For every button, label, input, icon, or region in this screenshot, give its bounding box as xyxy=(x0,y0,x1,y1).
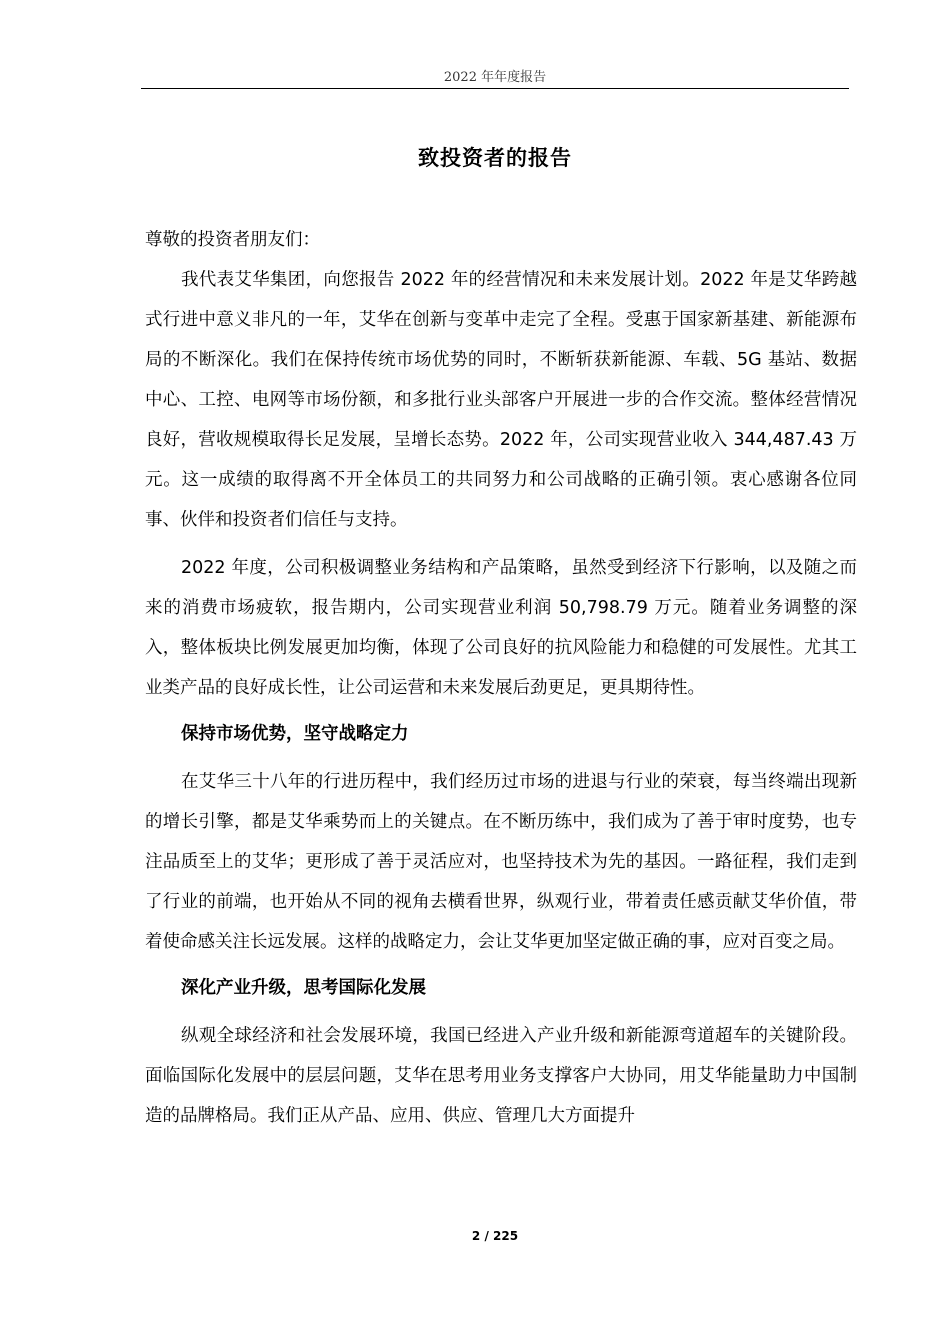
paragraph-profit-adjustment: 2022 年度，公司积极调整业务结构和产品策略，虽然受到经济下行影响，以及随之而来的消费市场疲软，报告期内，公司实现营业利润 50,798.79 万元。随着业务调整的深入，整体板块比例发展更加均衡，体现了公司良好的抗风险能力和稳健的可发展性。尤其工业类产品的良好成长性，让公司运营和未来发展后劲更足，更具期待性。 xyxy=(145,558,857,698)
page-number: 2 / 225 xyxy=(471,1229,519,1243)
paragraph-business-overview: 我代表艾华集团，向您报告 2022 年的经营情况和未来发展计划。2022 年是艾华跨越式行进中意义非凡的一年，艾华在创新与变革中走完了全程。受惠于国家新基建、新能源布局的不断深化。我们在保持传统市场优势的同时，不断斩获新能源、车载、5G 基站、数据中心、工控、电网等市场份额，和多批行业头部客户开展进一步的合作交流。整体经营情况良好，营收规模取得长足发展，呈增长态势。2022 年，公司实现营业收入 344,487.43 万元。这一成绩的取得离不开全体员工的共同努力和公司战略的正确引领。衷心感谢各位同事、伙伴和投资者们信任与支持。 xyxy=(145,270,857,530)
section-heading-industry-upgrade: 深化产业升级，思考国际化发展 xyxy=(181,978,426,998)
page-title: 致投资者的报告 xyxy=(418,146,572,170)
running-header: 2022 年年度报告 xyxy=(443,70,547,85)
paragraph-strategic-focus: 在艾华三十八年的行进历程中，我们经历过市场的进退与行业的荣衰，每当终端出现新的增长引擎，都是艾华乘势而上的关键点。在不断历练中，我们成为了善于审时度势，也专注品质至上的艾华；更形成了善于灵活应对，也坚持技术为先的基因。一路征程，我们走到了行业的前端，也开始从不同的视角去横看世界，纵观行业，带着责任感贡献艾华价值，带着使命感关注长远发展。这样的战略定力，会让艾华更加坚定做正确的事，应对百变之局。 xyxy=(145,772,857,952)
header-divider xyxy=(141,88,849,89)
section-heading-market-advantage: 保持市场优势，坚守战略定力 xyxy=(181,724,409,744)
salutation: 尊敬的投资者朋友们： xyxy=(145,230,320,250)
paragraph-internationalization: 纵观全球经济和社会发展环境，我国已经进入产业升级和新能源弯道超车的关键阶段。面临国际化发展中的层层问题，艾华在思考用业务支撑客户大协同，用艾华能量助力中国制造的品牌格局。我们正从产品、应用、供应、管理几大方面提升 xyxy=(145,1026,857,1126)
report-body xyxy=(145,220,857,1136)
